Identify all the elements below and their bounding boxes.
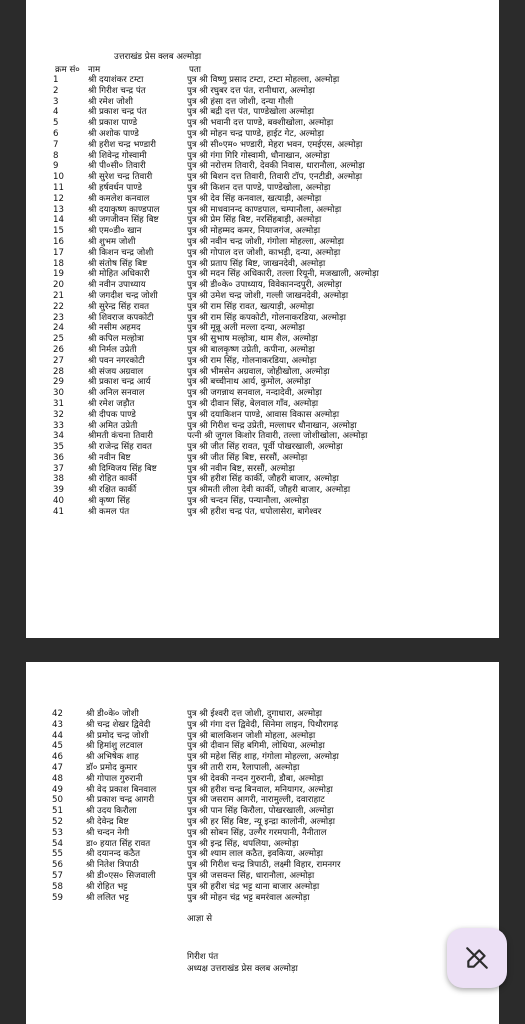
member-serial: 12 bbox=[53, 193, 64, 204]
member-row bbox=[26, 86, 499, 97]
member-serial: 48 bbox=[52, 773, 63, 784]
member-row bbox=[26, 496, 499, 507]
member-name: श्री प्रकाश पाण्डे bbox=[88, 118, 138, 129]
member-address: पुत्र श्री मदन सिंह अधिकारी, तल्ला रियूनी, मजखाली, अल्मोड़ा bbox=[187, 269, 379, 280]
member-name: श्री दयाकृष्ण काण्डपाल bbox=[88, 204, 160, 215]
member-serial: 6 bbox=[53, 128, 59, 139]
member-row bbox=[26, 806, 499, 817]
member-row bbox=[26, 453, 499, 464]
member-row bbox=[26, 269, 499, 280]
member-row bbox=[26, 377, 499, 388]
member-address: पुत्र श्री नवीन बिष्ट, सरसौं, अल्मोड़ा bbox=[187, 463, 295, 474]
member-name: श्री नवीन बिष्ट bbox=[88, 452, 131, 463]
member-serial: 23 bbox=[53, 312, 64, 323]
member-name: श्री प्रकाश चन्द्र आर्य bbox=[88, 377, 151, 388]
member-row bbox=[26, 507, 499, 518]
member-address: पुत्र श्री जसवन्त सिंह, धारानौला, अल्मोड़ा bbox=[187, 870, 315, 881]
member-address: पुत्र श्री बालकृष्ण उप्रेती, कपीना, अल्मोड़ा bbox=[187, 344, 315, 355]
member-name: श्री गोपाल गुरुरानी bbox=[86, 773, 143, 784]
member-serial: 56 bbox=[52, 860, 63, 871]
member-row bbox=[26, 828, 499, 839]
member-address: पुत्र श्री नवीन चन्द्र जोशी, गंगोला मोहल्ला, अल्मोड़ा bbox=[187, 236, 345, 247]
member-serial: 55 bbox=[52, 849, 63, 860]
header-name: नाम bbox=[88, 65, 101, 75]
member-address: पुत्र श्री पान सिंह किरौला, पोखरखाली, अल्मोड़ा bbox=[187, 806, 334, 817]
member-address: पुत्र श्री बिशन दत्त तिवारी, तिवारी टॉप, एनटीडी, अल्मोड़ा bbox=[187, 172, 363, 183]
document-title: उत्तराखंड प्रेस क्लब अल्मोड़ा bbox=[114, 52, 202, 62]
member-address: पुत्र श्री जीत सिंह रावत, पूर्वी पोखरखाली, अल्मोड़ा bbox=[187, 442, 343, 453]
member-row bbox=[26, 442, 499, 453]
member-row bbox=[26, 367, 499, 378]
member-name: श्री देवेन्द्र बिष्ट bbox=[86, 816, 129, 827]
member-address: पुत्र श्री जगन्नाथ सनवाल, नन्दादेवी, अल्मोड़ा bbox=[187, 388, 322, 399]
member-name: श्री संतोष सिंह बिष्ट bbox=[88, 258, 148, 269]
member-address: पुत्र श्री गोपाल दत्त जोशी, काभड़ी, दन्या, अल्मोड़ा bbox=[187, 247, 341, 258]
member-address: पुत्र श्री सुभाष मल्होत्रा, थाम शैल, अल्मोड़ा bbox=[187, 334, 318, 345]
member-serial: 20 bbox=[53, 280, 64, 291]
member-name: श्री कमलेश कनवाल bbox=[88, 193, 150, 204]
member-name: श्री अशोक पाण्डे bbox=[88, 128, 139, 139]
member-serial: 22 bbox=[53, 301, 64, 312]
member-address: पुत्र श्री राम सिंह, गोलनाकरडिया, अल्मोड़ा bbox=[187, 355, 317, 366]
member-row bbox=[26, 280, 499, 291]
member-name: श्री अमित उप्रेती bbox=[88, 420, 138, 431]
member-row bbox=[26, 774, 499, 785]
member-name: श्री मोहित अधिकारी bbox=[88, 269, 150, 280]
member-row bbox=[26, 151, 499, 162]
member-address: पुत्र श्री राम सिंह कपकोटी, गोलनाकरडिया, अल्मोड़ा bbox=[187, 312, 346, 323]
member-row bbox=[26, 388, 499, 399]
member-row bbox=[26, 399, 499, 410]
member-serial: 45 bbox=[52, 741, 63, 752]
member-row bbox=[26, 313, 499, 324]
member-row bbox=[26, 421, 499, 432]
member-name: श्री किशन चन्द्र जोशी bbox=[88, 247, 154, 258]
member-name: श्री जगदीश चन्द्र जोशी bbox=[88, 290, 158, 301]
member-serial: 44 bbox=[52, 730, 63, 741]
document-page-2 bbox=[26, 662, 499, 1024]
member-serial: 35 bbox=[53, 442, 64, 453]
member-serial: 24 bbox=[53, 323, 64, 334]
member-row bbox=[26, 785, 499, 796]
member-serial: 7 bbox=[53, 139, 59, 150]
member-serial: 52 bbox=[52, 816, 63, 827]
member-address: पुत्र श्रीमती लीला देवी कार्की, जौहरी बाजार, अल्मोड़ा bbox=[187, 485, 351, 496]
member-address: पुत्र श्री हरीश सिंह कार्की, जौहरी बाजार, अल्मोड़ा bbox=[187, 474, 339, 485]
member-address: पुत्र श्री विष्णु प्रसाद टम्टा, टम्टा मोहल्ला, अल्मोड़ा bbox=[187, 75, 340, 85]
member-address: पुत्र श्री प्रेम सिंह बिष्ट, नरसिंहबाड़ी, अल्मोड़ा bbox=[187, 215, 322, 226]
member-row bbox=[26, 226, 499, 237]
member-address: पुत्र श्री बालकिशन जोशी मोहला, अल्मोड़ा bbox=[187, 730, 316, 741]
member-address: पुत्र श्री दीवान सिंह बगिमी, लोधिया, अल्मोड़ा bbox=[187, 741, 325, 752]
member-row bbox=[26, 248, 499, 259]
member-row bbox=[26, 107, 499, 118]
member-name: श्री हिमांशु लटवाल bbox=[86, 741, 143, 752]
member-name: श्री कपिल मल्होत्रा bbox=[88, 334, 144, 345]
member-list-page-2 bbox=[26, 709, 499, 903]
member-serial: 13 bbox=[53, 204, 64, 215]
member-address: पुत्र श्री गंगा दत्त द्विवेदी, सिनेमा लाइन, पिथौरागढ़ bbox=[187, 719, 339, 730]
member-address: पुत्र श्री गिरीश चन्द्र उप्रेती, मल्लाधर धौनाखान, अल्मोड़ा bbox=[187, 420, 357, 431]
member-serial: 57 bbox=[52, 870, 63, 881]
member-serial: 2 bbox=[53, 85, 59, 96]
member-name: श्री सुरेश चन्द्र तिवारी bbox=[88, 172, 153, 183]
member-row bbox=[26, 709, 499, 720]
member-row bbox=[26, 731, 499, 742]
member-name: डॉ० प्रमोद कुमार bbox=[86, 762, 138, 773]
member-name: श्री वेद प्रकाश बिनवाल bbox=[86, 784, 157, 795]
member-name: श्री रमेश जड़ौत bbox=[88, 398, 135, 409]
member-name: श्री ललित भट्ट bbox=[86, 892, 129, 903]
member-row bbox=[26, 431, 499, 442]
member-name: श्री दिग्विजय सिंह बिष्ट bbox=[88, 463, 157, 474]
member-serial: 25 bbox=[53, 334, 64, 345]
member-serial: 53 bbox=[52, 827, 63, 838]
member-name: श्री रोहित भट्ट bbox=[86, 881, 128, 892]
member-row bbox=[26, 302, 499, 313]
member-serial: 11 bbox=[53, 182, 64, 193]
member-row bbox=[26, 839, 499, 850]
member-row bbox=[26, 161, 499, 172]
member-name: श्री नवीन उपाध्याय bbox=[88, 280, 146, 291]
member-name: श्री डी०के० जोशी bbox=[86, 709, 139, 719]
member-row bbox=[26, 849, 499, 860]
member-serial: 1 bbox=[53, 75, 59, 85]
member-name: श्री उदय किरौला bbox=[86, 806, 137, 817]
member-row bbox=[26, 795, 499, 806]
member-row bbox=[26, 291, 499, 302]
member-address: पुत्र श्री हरीश चन्द्र बिनवाल, मनियागर, अल्मोड़ा bbox=[187, 784, 333, 795]
member-row bbox=[26, 259, 499, 270]
member-address: पत्नी श्री जुगल किशोर तिवारी, तल्ला जोशीखोला, अल्मोड़ा bbox=[187, 431, 368, 442]
member-name: श्री रोहित कार्की bbox=[88, 474, 137, 485]
signatory-designation: अध्यक्ष उत्तराखंड प्रेस क्लब अल्मोड़ा bbox=[187, 964, 298, 974]
member-row bbox=[26, 871, 499, 882]
member-address: पुत्र श्री प्रताप सिंह बिष्ट, जाखनदेवी, अल्मोड़ा bbox=[187, 258, 326, 269]
member-name: श्री संजय अग्रवाल bbox=[88, 366, 144, 377]
member-name: श्री एम०डी० खान bbox=[88, 226, 142, 237]
member-row bbox=[26, 860, 499, 871]
member-address: पुत्र श्री उमेश चन्द्र जोशी, गल्ली जाखनदेवी, अल्मोड़ा bbox=[187, 290, 349, 301]
member-name: डा० हयात सिंह रावत bbox=[86, 838, 151, 849]
header-address: पता bbox=[189, 65, 202, 75]
member-row bbox=[26, 485, 499, 496]
member-serial: 59 bbox=[52, 892, 63, 903]
member-address: पुत्र श्री दीवान सिंह, बेलवाल गाँव, अल्मोड़ा bbox=[187, 398, 319, 409]
member-name: श्री पवन नगरकोटी bbox=[88, 355, 145, 366]
pen-slash-icon bbox=[464, 945, 490, 971]
member-address: पुत्र श्री रघुबर दत्त पंत, रानीधारा, अल्मोड़ा bbox=[187, 85, 315, 96]
member-address: पुत्र श्री नरोत्तम तिवारी, देवकी निवास, धारानौला, अल्मोड़ा bbox=[187, 161, 365, 172]
member-serial: 42 bbox=[52, 709, 63, 719]
member-name: श्री नितेश त्रिपाठी bbox=[86, 860, 139, 871]
member-address: पुत्र श्री महेश सिंह शाह, गंगोला मोहल्ला, अल्मोड़ा bbox=[187, 752, 339, 763]
member-address: पुत्र श्री माधवानन्द काण्डपाल, चम्पानौला, अल्मोड़ा bbox=[187, 204, 342, 215]
member-address: पुत्र श्री सी०एम० भण्डारी, मेहरा भवन, एमईएस, अल्मोड़ा bbox=[187, 139, 363, 150]
member-name: श्री निर्मल उप्रेती bbox=[88, 344, 137, 355]
member-serial: 58 bbox=[52, 881, 63, 892]
member-row bbox=[26, 215, 499, 226]
member-address: पुत्र श्री भीमसेन अग्रवाल, जोहीखोला, अल्मोड़ा bbox=[187, 366, 330, 377]
member-address: पुत्र श्री हरीश चंद्र भट्ट थाना बाजार अल्मोड़ा bbox=[187, 881, 320, 892]
member-address: पुत्र श्री मोहन चन्द्र पाण्डे, हाईट गेट, अल्मोड़ा bbox=[187, 128, 324, 139]
member-row bbox=[26, 205, 499, 216]
member-name: श्री कृष्ण सिंह bbox=[88, 496, 130, 507]
member-serial: 10 bbox=[53, 172, 64, 183]
document-page-1 bbox=[26, 0, 499, 638]
member-serial: 4 bbox=[53, 107, 59, 118]
member-row bbox=[26, 118, 499, 129]
member-serial: 46 bbox=[52, 752, 63, 763]
member-name: श्री शिवराज कपकोटी bbox=[88, 312, 154, 323]
member-name: श्री चन्द्र शेखर द्विवेदी bbox=[86, 719, 151, 730]
member-address: पुत्र श्री श्याम लाल कठैत, इवकिया, अल्मोड़ा bbox=[187, 849, 323, 860]
member-address: पुत्र श्री जीत सिंह बिष्ट, सरसौं, अल्मोड़ा bbox=[187, 452, 308, 463]
member-name: श्री सुरेन्द्र सिंह रावत bbox=[88, 301, 150, 312]
member-serial: 19 bbox=[53, 269, 64, 280]
member-serial: 17 bbox=[53, 247, 64, 258]
member-name: श्री चन्दन नेगी bbox=[86, 827, 130, 838]
member-serial: 51 bbox=[52, 806, 63, 817]
member-name: श्री प्रकाश चन्द्र पंत bbox=[88, 107, 147, 118]
member-address: पुत्र श्री गंगा गिरि गोस्वामी, धौनाखान, अल्मोड़ा bbox=[187, 150, 330, 161]
member-name: श्री हर्षवर्धन पाण्डे bbox=[88, 182, 142, 193]
member-serial: 43 bbox=[52, 719, 63, 730]
member-list-page-1 bbox=[26, 75, 499, 518]
member-serial: 32 bbox=[53, 409, 64, 420]
member-address: पुत्र श्री इन्द्र सिंह, थपलिया, अल्मोड़ा bbox=[187, 838, 299, 849]
member-serial: 38 bbox=[53, 474, 64, 485]
member-name: श्री प्रकाश चन्द्र आगरी bbox=[86, 795, 155, 806]
member-serial: 36 bbox=[53, 452, 64, 463]
member-row bbox=[26, 97, 499, 108]
member-serial: 30 bbox=[53, 388, 64, 399]
member-serial: 47 bbox=[52, 762, 63, 773]
member-name: श्री पी०सी० तिवारी bbox=[88, 161, 146, 172]
member-serial: 9 bbox=[53, 161, 59, 172]
member-address: पुत्र श्री ईश्वरी दत्त जोशी, दुगाधारा, अल्मोड़ा bbox=[187, 709, 323, 719]
member-serial: 3 bbox=[53, 96, 59, 107]
member-name: श्री जगजीवन सिंह बिष्ट bbox=[88, 215, 159, 226]
member-address: पुत्र श्री भवानी दत्त पाण्डे, बक्शीखोला, अल्मोड़ा bbox=[187, 118, 334, 129]
member-name: श्री अनिल सनवाल bbox=[88, 388, 145, 399]
member-serial: 54 bbox=[52, 838, 63, 849]
member-address: पुत्र श्री सोबन सिंह, उल्गैर गरमपानी, नैनीताल bbox=[187, 827, 327, 838]
member-address: पुत्र श्री देवकी नन्दन गुरुरानी, डौबा, अल्मोड़ा bbox=[187, 773, 324, 784]
member-name: श्री शुभम जोशी bbox=[88, 236, 136, 247]
member-name: श्री राजेन्द्र सिंह रावत bbox=[88, 442, 152, 453]
member-row bbox=[26, 741, 499, 752]
member-name: श्री गिरीश चन्द्र पंत bbox=[88, 85, 146, 96]
member-name: श्री दयानन्द कठैत bbox=[86, 849, 141, 860]
member-address: पुत्र श्री डी०के० उपाध्याय, विवेकानन्दपुरी, अल्मोड़ा bbox=[187, 280, 342, 291]
member-row bbox=[26, 237, 499, 248]
member-serial: 26 bbox=[53, 344, 64, 355]
member-serial: 15 bbox=[53, 226, 64, 237]
member-serial: 18 bbox=[53, 258, 64, 269]
header-serial: क्रम सं० bbox=[55, 65, 80, 75]
member-address: पुत्र श्री हंसा दत्त जोशी, दन्या गौली bbox=[187, 96, 294, 107]
member-name: श्री शिवेन्द्र गोस्वामी bbox=[88, 150, 147, 161]
member-address: पुत्र श्री जसराम आगरी, नारामुल्ली, दवाराहाट bbox=[187, 795, 325, 806]
member-row bbox=[26, 75, 499, 86]
member-row bbox=[26, 172, 499, 183]
member-serial: 41 bbox=[53, 506, 64, 517]
member-address: पुत्र श्री हर सिंह बिष्ट, न्यू इन्द्रा कालोनी, अल्मोड़ा bbox=[187, 816, 335, 827]
member-row bbox=[26, 893, 499, 904]
member-name: श्री डी०एस० सिजवाली bbox=[86, 870, 156, 881]
edit-fab-button[interactable] bbox=[447, 928, 507, 988]
member-row bbox=[26, 183, 499, 194]
member-name: श्री कमल पंत bbox=[88, 506, 130, 517]
member-row bbox=[26, 323, 499, 334]
member-address: पुत्र श्री राम सिंह रावत, खत्याड़ी, अल्मोड़ा bbox=[187, 301, 315, 312]
member-row bbox=[26, 464, 499, 475]
member-serial: 33 bbox=[53, 420, 64, 431]
member-address: पुत्र श्री गिरीश चन्द्र त्रिपाठी, लक्ष्मी विहार, रामनगर bbox=[187, 860, 341, 871]
member-row bbox=[26, 720, 499, 731]
member-row bbox=[26, 345, 499, 356]
member-address: पुत्र श्री मून्नू अली मल्ला दन्या, अल्मोड़ा bbox=[187, 323, 305, 334]
member-serial: 28 bbox=[53, 366, 64, 377]
member-address: पुत्र श्री मोहन चंद्र भट्ट बमरंवाल अल्मोड़ा bbox=[187, 892, 310, 903]
member-serial: 29 bbox=[53, 377, 64, 388]
member-serial: 5 bbox=[53, 118, 59, 129]
member-serial: 8 bbox=[53, 150, 59, 161]
member-serial: 16 bbox=[53, 236, 64, 247]
member-address: पुत्र श्री चन्दन सिंह, पन्यानौला, अल्मोड़ा bbox=[187, 496, 309, 507]
member-row bbox=[26, 410, 499, 421]
member-serial: 37 bbox=[53, 463, 64, 474]
signatory-name: गिरीश पंत bbox=[187, 952, 219, 962]
member-name: श्री अभिषेक शाह bbox=[86, 752, 139, 763]
member-row bbox=[26, 356, 499, 367]
member-address: पुत्र श्री किशन दत्त पाण्डे, पाण्डेखोला, अल्मोड़ा bbox=[187, 182, 331, 193]
member-serial: 21 bbox=[53, 290, 64, 301]
member-row bbox=[26, 763, 499, 774]
member-row bbox=[26, 334, 499, 345]
member-address: पुत्र श्री बद्री दत्त पंत, पाण्डेखोला अल्मोड़ा bbox=[187, 107, 314, 118]
member-address: पुत्र श्री तारी राम, रैलापाली, अल्मोड़ा bbox=[187, 762, 300, 773]
member-address: पुत्र श्री मोहम्मद कमर, नियाजगंज, अल्मोड़ा bbox=[187, 226, 321, 237]
member-serial: 34 bbox=[53, 431, 64, 442]
member-name: श्री रक्षित कार्की bbox=[88, 485, 137, 496]
member-serial: 27 bbox=[53, 355, 64, 366]
member-serial: 31 bbox=[53, 398, 64, 409]
member-name: श्रीमती कंचना तिवारी bbox=[88, 431, 153, 442]
member-name: श्री हरीश चन्द्र भण्डारी bbox=[88, 139, 157, 150]
member-row bbox=[26, 817, 499, 828]
member-row bbox=[26, 194, 499, 205]
member-name: श्री रमेश जोशी bbox=[88, 96, 133, 107]
member-name: श्री प्रमोद चन्द्र जोशी bbox=[86, 730, 149, 741]
member-address: पुत्र श्री बच्चीनाथ आर्य, कुमोल, अल्मोड़ा bbox=[187, 377, 311, 388]
member-serial: 49 bbox=[52, 784, 63, 795]
member-serial: 50 bbox=[52, 795, 63, 806]
closing-by-order: आज्ञा से bbox=[187, 914, 213, 924]
member-address: पुत्र श्री हरीश चन्द्र पंत, धपोलासेरा, बागेश्वर bbox=[187, 506, 322, 517]
member-name: श्री नसीम अहमद bbox=[88, 323, 141, 334]
member-address: पुत्र श्री दयाकिशन पाण्डे, आवास विकास अल्मोड़ा bbox=[187, 409, 340, 420]
member-row bbox=[26, 140, 499, 151]
member-row bbox=[26, 882, 499, 893]
member-serial: 39 bbox=[53, 485, 64, 496]
member-row bbox=[26, 129, 499, 140]
member-name: श्री दीपक पाण्डे bbox=[88, 409, 136, 420]
member-row bbox=[26, 752, 499, 763]
member-address: पुत्र श्री देव सिंह कनवाल, खत्याड़ी, अल्मोड़ा bbox=[187, 193, 322, 204]
member-serial: 14 bbox=[53, 215, 64, 226]
member-name: श्री दयाशंकर टम्टा bbox=[88, 75, 144, 85]
member-serial: 40 bbox=[53, 496, 64, 507]
member-row bbox=[26, 474, 499, 485]
